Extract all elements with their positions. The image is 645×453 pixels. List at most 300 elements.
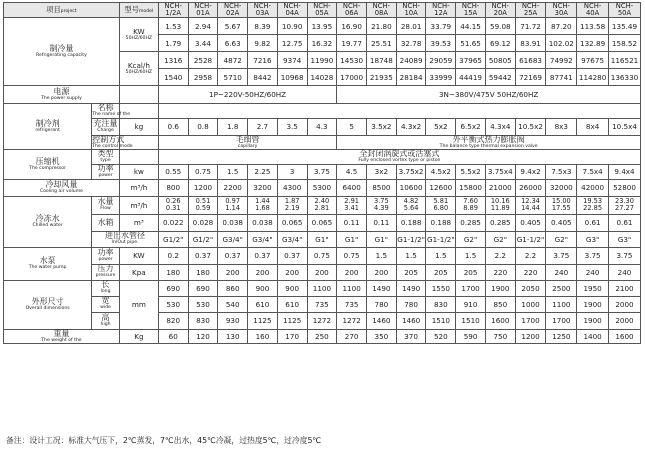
value-cell: 1100 (546, 296, 577, 312)
value-cell: G1/2" (188, 231, 218, 247)
value-cell: 28.01 (396, 18, 426, 35)
model-name-part: 1/2A (165, 9, 182, 18)
label-text: 50HZ/60HZ (125, 69, 153, 75)
model-name-part: 12A (434, 9, 448, 18)
value-top: 3.75 (374, 196, 389, 205)
label-en: Overall dimensions (25, 305, 70, 311)
value-cell: 14028 (307, 69, 337, 86)
label-en: The compressor (29, 165, 67, 171)
value-cell: 830 (426, 296, 456, 312)
value-top: 0.51 (195, 196, 211, 205)
value-cell: 0.37 (248, 247, 278, 264)
value-cell: 1550 (426, 280, 456, 296)
value-cell: 0.065 (307, 214, 337, 231)
value-cell: 3.75 (307, 165, 337, 180)
value-cell: 33.79 (426, 18, 456, 35)
label-cn: 冷却风量 (45, 179, 78, 189)
value-cell: 74992 (546, 52, 577, 69)
control-label (92, 134, 133, 150)
label-cn: 功率 (97, 164, 114, 174)
value-cell: 102.02 (546, 35, 577, 52)
value-cell: 240 (609, 264, 641, 280)
label-cn: 制冷剂 (35, 119, 60, 129)
model-name-part: NCH- (342, 2, 361, 10)
value-cell: 44419 (456, 69, 486, 86)
type-label (92, 150, 120, 165)
model-header-cell (609, 3, 641, 18)
model-header-cell (218, 3, 248, 18)
value-cell: 3.75x4 (485, 165, 515, 180)
value-cell: 3.75 (546, 247, 577, 264)
value-cell: 6400 (337, 179, 367, 196)
value-cell: 250 (307, 329, 337, 344)
value-cell: G1" (367, 231, 397, 247)
value-bottom: 2.81 (314, 204, 330, 213)
label-cn: 水箱 (97, 217, 114, 227)
unit-cell: kg (119, 118, 158, 135)
value-cell: 2000 (609, 296, 641, 312)
refrigerant-name-value (158, 104, 640, 119)
value-cell: 1700 (515, 312, 546, 329)
model-header-cell (158, 3, 188, 18)
label-en: The balance type thermal expansion valve (439, 143, 538, 149)
value-cell: 116521 (609, 52, 641, 69)
value-cell: 5x2 (426, 118, 456, 135)
value-cell: 12.75 (277, 35, 307, 52)
value-cell: 1.5 (396, 247, 426, 264)
value-cell: 3.44 (188, 35, 218, 52)
value-cell: 4.5 (337, 165, 367, 180)
value-cell: 42000 (577, 179, 609, 196)
value-cell: 370 (396, 329, 426, 344)
value-cell: 17000 (337, 69, 367, 86)
value-cell (577, 196, 609, 214)
value-cell: 1700 (546, 312, 577, 329)
value-cell: 780 (396, 296, 426, 312)
label-en: Flow (100, 206, 111, 212)
model-header-cell (396, 3, 426, 18)
value-cell: 820 (158, 312, 188, 329)
value-cell: 205 (456, 264, 486, 280)
value-cell: 160 (248, 329, 278, 344)
value-cell: 1200 (515, 329, 546, 344)
value-cell: 1600 (609, 329, 641, 344)
model-header-cell (577, 3, 609, 18)
value-cell: 690 (158, 280, 188, 296)
value-cell: 610 (277, 296, 307, 312)
value-cell: 3.75x2 (396, 165, 426, 180)
label-cn: 压力 (97, 264, 114, 274)
label-text: Kcal/h (127, 61, 150, 71)
label-text: KW (133, 27, 145, 37)
model-name-part: NCH- (313, 2, 331, 10)
power-three: 3N~380V/475V 50HZ/60HZ (337, 86, 641, 104)
label-cn: 长 (101, 280, 110, 290)
label-en: refrigerant (35, 128, 60, 134)
weight-label (4, 329, 120, 344)
model-name-part: 06A (344, 9, 359, 18)
value-cell (426, 196, 456, 214)
value-cell: 6.63 (218, 35, 248, 52)
value-cell: 51.65 (456, 35, 486, 52)
value-bottom: 6.80 (433, 204, 449, 213)
value-cell: 0.11 (367, 214, 397, 231)
pipe-label (92, 231, 159, 247)
compressor-power-label (92, 165, 120, 180)
model-header-cell (277, 3, 307, 18)
value-cell: 135.49 (609, 18, 641, 35)
value-cell: 540 (218, 296, 248, 312)
value-bottom: 0.59 (195, 204, 211, 213)
cooling-label (4, 18, 120, 86)
value-cell: G1-1/2" (426, 231, 456, 247)
label-en: Cooling air volume (39, 188, 84, 194)
value-cell: 900 (277, 280, 307, 296)
value-cell: 1250 (546, 329, 577, 344)
model-name-part: 15A (463, 9, 478, 18)
label-text: model (138, 8, 154, 14)
refrigerant-label (4, 104, 92, 150)
value-cell: G3/4" (248, 231, 278, 247)
value-cell: G3" (577, 231, 609, 247)
model-name-part: 01A (196, 9, 210, 18)
pump-label (4, 247, 92, 280)
value-cell: 2500 (546, 280, 577, 296)
model-name-part: NCH- (402, 2, 420, 10)
value-cell: 7.5x4 (577, 165, 609, 180)
model-header-cell (456, 3, 486, 18)
model-header-cell (307, 3, 337, 18)
value-cell: 18748 (367, 52, 397, 69)
model-header-cell (337, 3, 367, 18)
value-cell: 4.5x2 (426, 165, 456, 180)
value-cell: 240 (546, 264, 577, 280)
value-bottom: 1.68 (255, 204, 270, 213)
value-cell: 0.37 (188, 247, 218, 264)
value-cell: 1272 (337, 312, 367, 329)
footnote: 备注：设计工况：标准大气压下，2℃蒸发，7℃出水，45℃冷凝，过热度5℃，过冷度5℃ (6, 436, 322, 445)
value-top: 2.91 (344, 196, 359, 205)
value-cell: 4872 (218, 52, 248, 69)
value-cell: 136330 (609, 69, 641, 86)
value-cell: 0.37 (218, 247, 248, 264)
spec-table (3, 2, 641, 344)
value-cell: 4.3x2 (396, 118, 426, 135)
value-cell: 2.2 (515, 247, 546, 264)
value-cell: 1.5 (426, 247, 456, 264)
model-name-part: NCH- (164, 2, 182, 10)
value-cell: 1540 (158, 69, 188, 86)
value-cell: 0.11 (337, 214, 367, 231)
value-cell: 59442 (485, 69, 515, 86)
value-cell: 1100 (307, 280, 337, 296)
model-name-part: 20A (493, 9, 507, 18)
value-cell: 0.285 (456, 214, 486, 231)
value-cell (277, 196, 307, 214)
compressor-type-value (158, 150, 640, 165)
label-cn: 控制方式 (92, 134, 125, 144)
value-bottom: 17.55 (551, 204, 571, 213)
value-cell: 200 (307, 264, 337, 280)
empty-cell (119, 150, 158, 165)
kcal-unit (119, 52, 158, 86)
unit-cell: mm (119, 280, 158, 329)
value-top: 0.26 (165, 196, 181, 205)
value-cell (188, 196, 218, 214)
value-cell: 19.77 (337, 35, 367, 52)
value-cell: 1460 (367, 312, 397, 329)
value-cell: 114280 (577, 69, 609, 86)
value-cell: 4.3x4 (485, 118, 515, 135)
value-cell: 180 (188, 264, 218, 280)
value-cell: 14530 (337, 52, 367, 69)
value-cell: 0.188 (426, 214, 456, 231)
model-name-part: NCH- (253, 2, 272, 10)
label-en: wide (100, 305, 111, 311)
label-cn: 压缩机 (35, 156, 60, 166)
label-en: The control mode (92, 143, 133, 149)
value-cell: 132.89 (577, 35, 609, 52)
value-top: 23.30 (615, 196, 634, 205)
value-cell (248, 196, 278, 214)
label-en: Chilled water (32, 222, 63, 228)
value-cell: 10968 (277, 69, 307, 86)
value-cell (158, 196, 188, 214)
model-header-cell (367, 3, 397, 18)
label-cn: 全封闭涡旋式或活塞式 (359, 149, 440, 159)
value-cell: 3.75 (609, 247, 641, 264)
value-cell: 26000 (515, 179, 546, 196)
label-en: The name of the (92, 112, 131, 118)
value-cell: 530 (158, 296, 188, 312)
value-cell: 24089 (396, 52, 426, 69)
flow-label (92, 196, 120, 214)
model-name-part: 03A (255, 9, 270, 18)
value-cell: 87741 (546, 69, 577, 86)
compressor-label (4, 150, 92, 179)
unit-cell: KW (119, 247, 158, 264)
label-cn: 进出水管径 (105, 231, 146, 241)
model-name-part: NCH- (223, 2, 242, 10)
label-cn: 功率 (97, 247, 114, 257)
model-name-part: NCH- (552, 2, 571, 10)
model-header-cell (248, 3, 278, 18)
value-top: 5.81 (433, 196, 449, 205)
value-cell: 130 (218, 329, 248, 344)
value-cell: 2050 (515, 280, 546, 296)
model-name-part: NCH- (194, 2, 212, 10)
value-cell: 5.67 (218, 18, 248, 35)
value-cell (485, 196, 515, 214)
model-header-cell (546, 3, 577, 18)
value-cell: 29059 (426, 52, 456, 69)
value-cell: 9.82 (248, 35, 278, 52)
value-cell: 1200 (188, 179, 218, 196)
value-cell: 735 (337, 296, 367, 312)
value-cell: 1900 (577, 296, 609, 312)
label-en: The water pump (28, 264, 67, 270)
unit-cell: Kpa (119, 264, 158, 280)
power-single: 1P~220V-50HZ/60HZ (158, 86, 336, 104)
label-en: In/Out pipe. (111, 240, 139, 246)
value-cell: 200 (248, 264, 278, 280)
value-cell (546, 196, 577, 214)
value-cell: G1/2" (158, 231, 188, 247)
value-cell: G1-1/2" (515, 231, 546, 247)
kw-unit (119, 18, 158, 52)
value-cell: 1490 (367, 280, 397, 296)
value-cell: 0.405 (546, 214, 577, 231)
value-cell: 21.80 (367, 18, 397, 35)
value-cell: 1.79 (158, 35, 188, 52)
label-text: 型号 (124, 4, 139, 14)
model-header-cell (188, 3, 218, 18)
value-cell: 21935 (367, 69, 397, 86)
value-cell: 2.2 (485, 247, 515, 264)
value-cell: 1900 (577, 312, 609, 329)
value-cell: 37965 (456, 52, 486, 69)
wide-label (92, 296, 120, 312)
value-bottom: 27.27 (615, 204, 634, 213)
unit-cell: m³/h (119, 196, 158, 214)
model-name-part: 40A (585, 9, 600, 18)
value-cell: 200 (218, 264, 248, 280)
header-project (4, 3, 120, 18)
value-top: 0.97 (225, 196, 241, 205)
value-cell: 220 (485, 264, 515, 280)
label-cn: 重量 (53, 328, 70, 338)
model-name-part: 08A (374, 9, 389, 18)
value-cell: 200 (277, 264, 307, 280)
label-cn: 制冷量 (49, 43, 74, 53)
value-bottom: 5.64 (403, 204, 419, 213)
value-cell: 10.5x2 (515, 118, 546, 135)
value-top: 4.82 (403, 196, 419, 205)
model-name-part: 04A (285, 9, 299, 18)
value-cell: 220 (515, 264, 546, 280)
label-en: Refrigerating capacity (36, 52, 87, 58)
value-cell: 1125 (248, 312, 278, 329)
value-cell: 39.53 (426, 35, 456, 52)
value-cell: 1316 (158, 52, 188, 69)
value-cell: 2000 (609, 312, 641, 329)
value-cell: G1" (307, 231, 337, 247)
value-cell: G3" (609, 231, 641, 247)
value-cell: 5 (337, 118, 367, 135)
power-label (4, 86, 120, 104)
value-top: 19.53 (583, 196, 603, 205)
value-cell: 350 (367, 329, 397, 344)
value-top: 1.44 (255, 196, 270, 205)
value-cell: 610 (248, 296, 278, 312)
value-cell: 9.4x4 (609, 165, 641, 180)
value-cell: 13.95 (307, 18, 337, 35)
value-cell: 1.5 (456, 247, 486, 264)
label-cn: 高 (101, 312, 110, 322)
value-cell: G2" (456, 231, 486, 247)
value-cell: 5710 (218, 69, 248, 86)
model-name-part: NCH- (372, 2, 391, 10)
value-cell: 15800 (456, 179, 486, 196)
value-cell: 3.5x2 (367, 118, 397, 135)
label-cn: 冷冻水 (35, 213, 60, 223)
value-cell: 0.038 (218, 214, 248, 231)
value-cell: 3x2 (367, 165, 397, 180)
label-cn: 类型 (97, 149, 114, 159)
value-cell: 3200 (248, 179, 278, 196)
spec-sheet (3, 2, 641, 344)
unit-cell: m³ (119, 214, 158, 231)
value-cell: 113.58 (577, 18, 609, 35)
value-cell: 1.53 (158, 18, 188, 35)
label-cn: 外形尺寸 (31, 296, 64, 306)
value-cell: G2" (546, 231, 577, 247)
label-cn: 电源 (53, 86, 70, 96)
model-header-cell (426, 3, 456, 18)
expansion-cell (337, 135, 641, 150)
value-cell: 8500 (367, 179, 397, 196)
value-cell: 10.5x4 (609, 118, 641, 135)
model-name-part: NCH- (283, 2, 301, 10)
value-cell: 3 (277, 165, 307, 180)
value-cell: 10600 (396, 179, 426, 196)
value-cell: 910 (456, 296, 486, 312)
header-model (119, 3, 158, 18)
value-cell: 7216 (248, 52, 278, 69)
model-name-part: 02A (226, 9, 240, 18)
value-cell: 8x4 (577, 118, 609, 135)
value-bottom: 8.89 (463, 204, 478, 213)
model-header-cell (485, 3, 515, 18)
value-cell: 21000 (485, 179, 515, 196)
value-cell: 930 (218, 312, 248, 329)
value-cell: 530 (188, 296, 218, 312)
label-cn: 毛细管 (235, 134, 260, 144)
label-en: type (100, 158, 111, 164)
long-label (92, 280, 120, 296)
value-cell (337, 196, 367, 214)
value-bottom: 2.19 (284, 204, 300, 213)
value-cell: 0.55 (158, 165, 188, 180)
label-en: long (100, 289, 111, 295)
label-cn: 充注量 (93, 119, 118, 129)
value-cell: 59.08 (485, 18, 515, 35)
value-top: 7.60 (463, 196, 478, 205)
value-cell: 0.028 (188, 214, 218, 231)
value-cell: G3/4" (218, 231, 248, 247)
value-cell: 830 (188, 312, 218, 329)
value-cell: 25.51 (367, 35, 397, 52)
value-cell: 0.188 (396, 214, 426, 231)
value-cell: 71.72 (515, 18, 546, 35)
value-cell: 44.15 (456, 18, 486, 35)
value-cell: 0.6 (158, 118, 188, 135)
label-text: 项目 (46, 4, 61, 14)
value-cell (609, 196, 641, 214)
pressure-label (92, 264, 120, 280)
value-cell (456, 196, 486, 214)
value-cell: 4300 (277, 179, 307, 196)
label-text: project (60, 8, 77, 14)
value-cell: 1272 (307, 312, 337, 329)
value-cell: 1400 (577, 329, 609, 344)
refrigerant-name-label (92, 103, 131, 119)
value-cell: 1510 (456, 312, 486, 329)
value-bottom: 14.44 (521, 204, 540, 213)
value-bottom: 4.39 (374, 204, 389, 213)
value-cell: 590 (456, 329, 486, 344)
value-cell: 120 (188, 329, 218, 344)
